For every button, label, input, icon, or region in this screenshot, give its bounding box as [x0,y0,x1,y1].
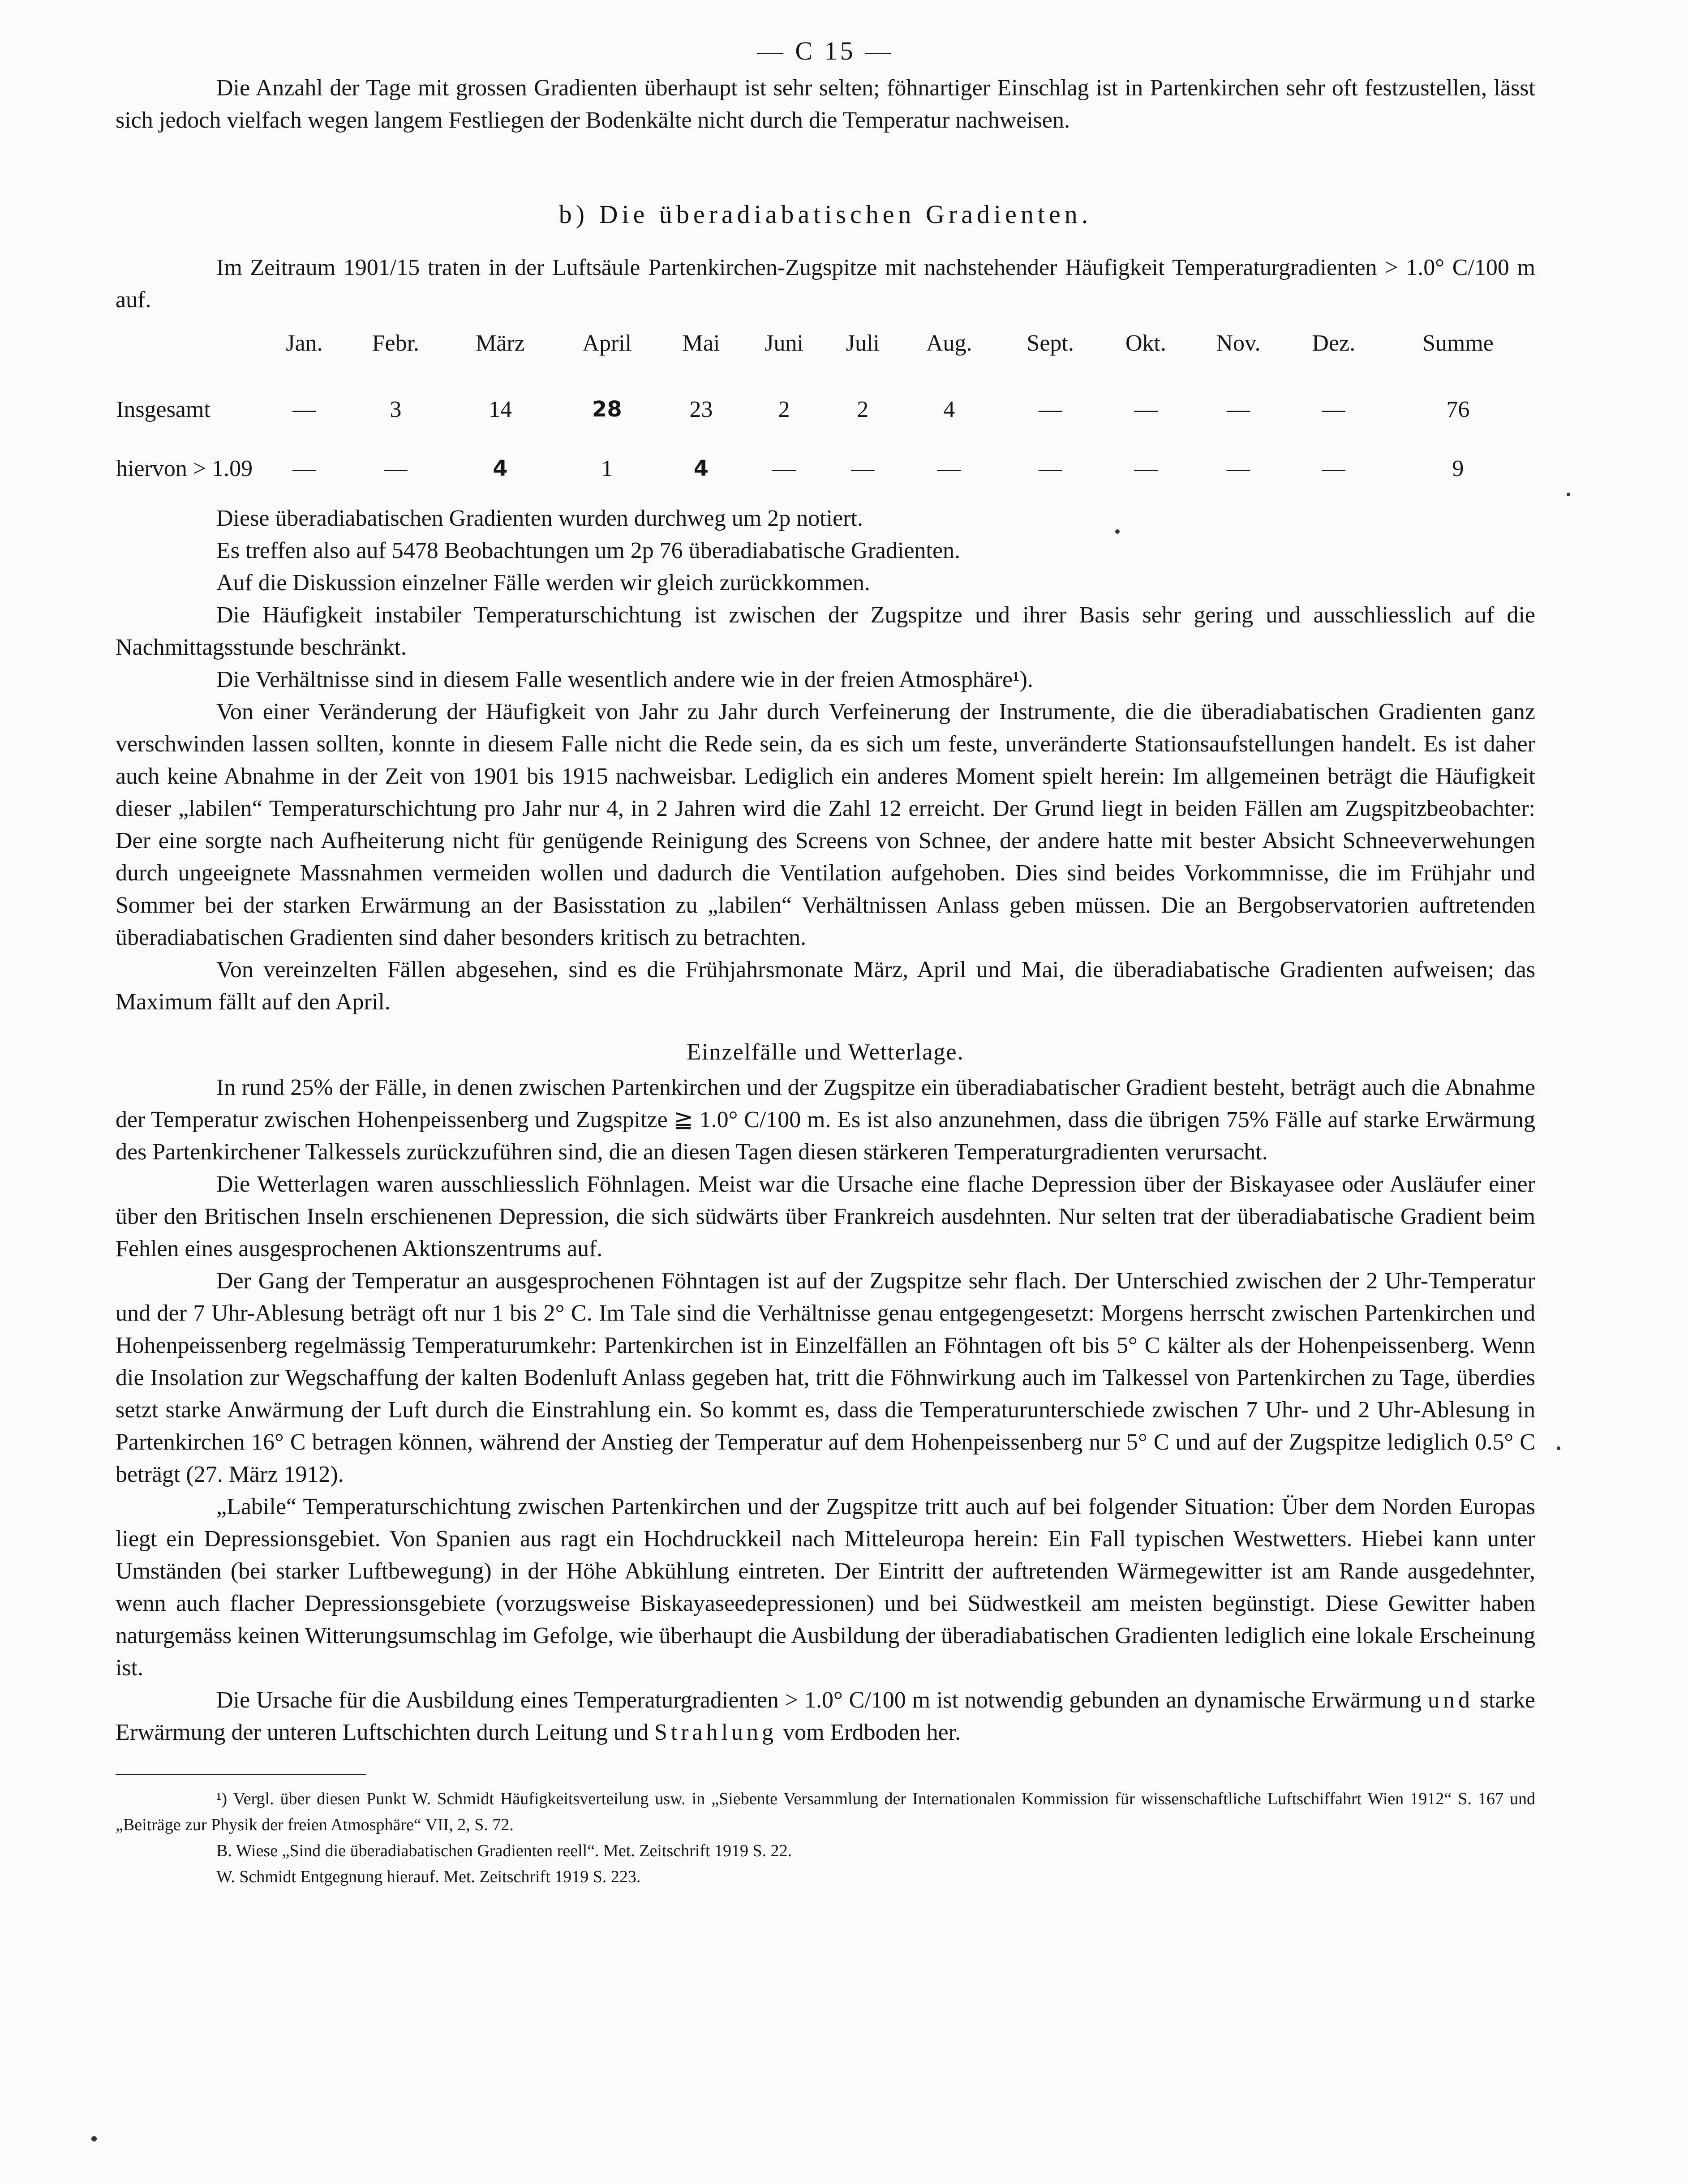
paragraph: Die Wetterlagen waren ausschliesslich Föhnlagen. Meist war die Ursache eine flache Depression über der Biskayasee oder Ausläufer einer über den Britischen Inseln erschienenen Depression, die sich südwärts über Frankreich ausdehnten. Nur selten trat der überadiabatische Gradient beim Fehlen eines ausgesprochenen Aktionszentrums auf. [116,1171,1535,1261]
footnotes [116,1786,1535,1890]
table-cell: — [1322,455,1345,481]
footnote: ¹) Vergl. über diesen Punkt W. Schmidt Häufigkeitsverteilung usw. in „Siebente Versammlung der Internationalen Kommission für wissenschaftliche Luftschiffahrt Wien 1912“ S. 167 und „Beiträge zur Physik der freien Atmosphäre“ VII, 2, S. 72. [116,1789,1535,1834]
scan-speck [1557,1446,1560,1450]
col-header: Nov. [1216,330,1261,356]
table-cell: — [772,455,796,481]
paragraph: Die Verhältnisse sind in diesem Falle wesentlich andere wie in der freien Atmosphäre¹). [216,667,1033,692]
col-header: Mai [682,330,720,356]
table-cell: — [1039,396,1062,422]
col-header: Sept. [1027,330,1074,356]
table-cell: — [292,396,316,422]
col-header: Febr. [372,330,420,356]
table-cell: — [1322,396,1345,422]
table-cell: 4 [693,456,709,481]
table-corner [116,327,264,380]
paragraph: „Labile“ Temperaturschichtung zwischen Partenkirchen und der Zugspitze tritt auch auf bei folgender Situation: Über dem Norden Europas liegt ein Depressionsgebiet. Von Spanien aus ragt ein Hochdruckkeil nach Mitteleuropa herein: Ein Fall typischen Westwetters. Hiebei kann unter Umständen (bei starker Luftbewegung) in der Höhe Abkühlung eintreten. Der Eintritt der auftretenden Wärmegewitter ist am Rande ausgedehnter, wenn auch flacher Depressionsgebiete (vorzugsweise Biskayaseedepressionen) und bei Südwestkeil am meisten begünstigt. Diese Gewitter haben naturgemäss keinen Witterungsumschlag im Gefolge, wie überhaupt die Ausbildung der überadiabatischen Gradienten lediglich eine lokale Erscheinung ist. [116,1494,1535,1681]
table-cell: — [1134,455,1158,481]
col-header: Dez. [1312,330,1356,356]
paragraph: Von vereinzelten Fällen abgesehen, sind es die Frühjahrsmonate März, April und Mai, die überadiabatische Gradienten aufweisen; das Maximum fällt auf den April. [116,957,1535,1015]
table-cell: — [1227,396,1250,422]
table-intro: Im Zeitraum 1901/15 traten in der Luftsäule Partenkirchen-Zugspitze mit nachstehender Häufigkeit Temperaturgradienten > 1.0° C/100 m auf. [116,255,1535,313]
table-cell: — [1039,455,1062,481]
paragraph: Der Gang der Temperatur an ausgesprochenen Föhntagen ist auf der Zugspitze sehr flach. Der Unterschied zwischen der 2 Uhr-Temperatur und der 7 Uhr-Ablesung beträgt oft nur 1 bis 2° C. Im Tale sind die Verhältnisse genau entgegengesetzt: Morgens herrscht zwischen Partenkirchen und Hohenpeissenberg regelmässig Temperaturumkehr: Partenkirchen ist in Einzelfällen an Föhntagen oft bis 5° C kälter als der Hohenpeissenberg. Wenn die Insolation zur Wegschaffung der kalten Bodenluft Anlass gegeben hat, tritt die Föhnwirkung auch im Talkessel von Partenkirchen zu Tage, überdies setzt starke Anwärmung der Luft durch die Einstrahlung ein. So kommt es, dass die Temperaturunterschiede zwischen 7 Uhr- und 2 Uhr-Ablesung in Partenkirchen 16° C betragen können, während der Anstieg der Temperatur auf dem Hohenpeissenberg nur 5° C und auf der Zugspitze lediglich 0.5° C beträgt (27. März 1912). [116,1268,1535,1487]
col-header: Aug. [926,330,972,356]
spaced-word-und: und [1427,1687,1473,1713]
table-cell: — [851,455,875,481]
last-paragraph-part2: starke Erwärmung der unteren Luftschichten durch Leitung und [116,1687,1536,1745]
frequency-table [116,327,1535,498]
col-header: Juni [765,330,803,356]
col-header: Jan. [286,330,323,356]
table-cell: 3 [390,396,402,422]
table-cell: 23 [689,396,713,422]
table-row [116,380,1535,439]
subheading: Einzelfälle und Wetterlage. [687,1039,964,1065]
table-cell: 4 [943,396,955,422]
col-header: Okt. [1125,330,1166,356]
scan-speck [1567,493,1570,496]
section-title: b) Die überadiabatischen Gradienten. [558,200,1092,229]
table-cell: 2 [778,396,790,422]
table-cell: 9 [1452,455,1464,481]
paragraph: Diese überadiabatischen Gradienten wurden durchweg um 2p notiert. [216,506,863,531]
row-label: hiervon > 1.09 [116,455,253,481]
scan-speck [1115,529,1120,534]
last-paragraph-part1: Die Ursache für die Ausbildung eines Temperaturgradienten > 1.0° C/100 m ist notwendig gebunden an dynamische Erwärmung [216,1687,1422,1713]
spaced-word-strahlung: Strahlung [654,1720,777,1745]
row-label: Insgesamt [116,396,210,422]
footnote: B. Wiese „Sind die überadiabatischen Gradienten reell“. Met. Zeitschrift 1919 S. 22. [216,1841,792,1860]
col-header: Juli [846,330,880,356]
table-cell: — [292,455,316,481]
intro-paragraph: Die Anzahl der Tage mit grossen Gradienten überhaupt ist sehr selten; föhnartiger Einschlag ist in Partenkirchen sehr oft festzustellen, lässt sich jedoch vielfach wegen langem Festliegen der Bodenkälte nicht durch die Temperatur nachweisen. [116,75,1535,133]
table-row [116,439,1535,498]
table-cell: 4 [493,456,508,481]
table-cell: — [1227,455,1250,481]
last-paragraph-part3: vom Erdboden her. [783,1720,961,1745]
table-cell: 2 [857,396,869,422]
page-header: — C 15 — [757,36,894,65]
paragraph: Die Häufigkeit instabiler Temperaturschichtung ist zwischen der Zugspitze und ihrer Basis sehr gering und ausschliesslich auf die Nachmittagsstunde beschränkt. [116,602,1535,660]
col-header: Summe [1422,330,1494,356]
table-cell: — [1134,396,1158,422]
footnote-rule [116,1774,366,1775]
col-header: April [582,330,632,356]
table-header-row [116,327,1535,380]
table-cell: 76 [1446,396,1470,422]
paragraph: In rund 25% der Fälle, in denen zwischen Partenkirchen und der Zugspitze ein überadiabatischer Gradient besteht, beträgt auch die Abnahme der Temperatur zwischen Hohenpeissenberg und Zugspitze ≧ 1.0° C/100 m. Es ist also anzunehmen, dass die übrigen 75% Fälle auf starke Erwärmung des Partenkirchener Talkessels zurückzuführen sind, die an diesen Tagen diesen stärkeren Temperaturgradienten verursacht. [116,1075,1535,1165]
paragraph: Von einer Veränderung der Häufigkeit von Jahr zu Jahr durch Verfeinerung der Instrumente, die die überadiabatischen Gradienten ganz verschwinden lassen sollten, konnte in diesem Falle nicht die Rede sein, da es sich um feste, unveränderte Stationsaufstellungen handelt. Es ist daher auch keine Abnahme in der Zeit von 1901 bis 1915 nachweisbar. Lediglich ein anderes Moment spielt herein: Im allgemeinen beträgt die Häufigkeit dieser „labilen“ Temperaturschichtung pro Jahr nur 4, in 2 Jahren wird die Zahl 12 erreicht. Der Grund liegt in beiden Fällen am Zugspitzbeobachter: Der eine sorgte nach Aufheiterung nicht für genügende Reinigung des Screens von Schnee, der andere hatte mit bester Absicht Schneeverwehungen durch ungeeignete Massnahmen vermeiden wollen und dadurch die Ventilation aufgehoben. Dies sind beides Vorkommnisse, die im Frühjahr und Sommer bei der starken Erwärmung an der Basisstation zu „labilen“ Verhältnissen Anlass geben müssen. Die an Bergobservatorien auftretenden überadiabatischen Gradienten sind daher besonders kritisch zu betrachten. [116,699,1535,950]
scan-speck [91,2136,97,2141]
table-cell: 1 [601,455,613,481]
table-cell: — [937,455,961,481]
footnote: W. Schmidt Entgegnung hierauf. Met. Zeitschrift 1919 S. 223. [216,1867,641,1886]
document-page [116,36,1535,1890]
paragraph: Auf die Diskussion einzelner Fälle werden wir gleich zurückkommen. [216,570,870,596]
col-header: März [476,330,525,356]
last-paragraph [116,1684,1535,1749]
table-cell: 14 [488,396,512,422]
paragraph: Es treffen also auf 5478 Beobachtungen um 2p 76 überadiabatische Gradienten. [216,538,961,563]
table-cell: — [384,455,408,481]
table-cell: 28 [592,397,622,422]
